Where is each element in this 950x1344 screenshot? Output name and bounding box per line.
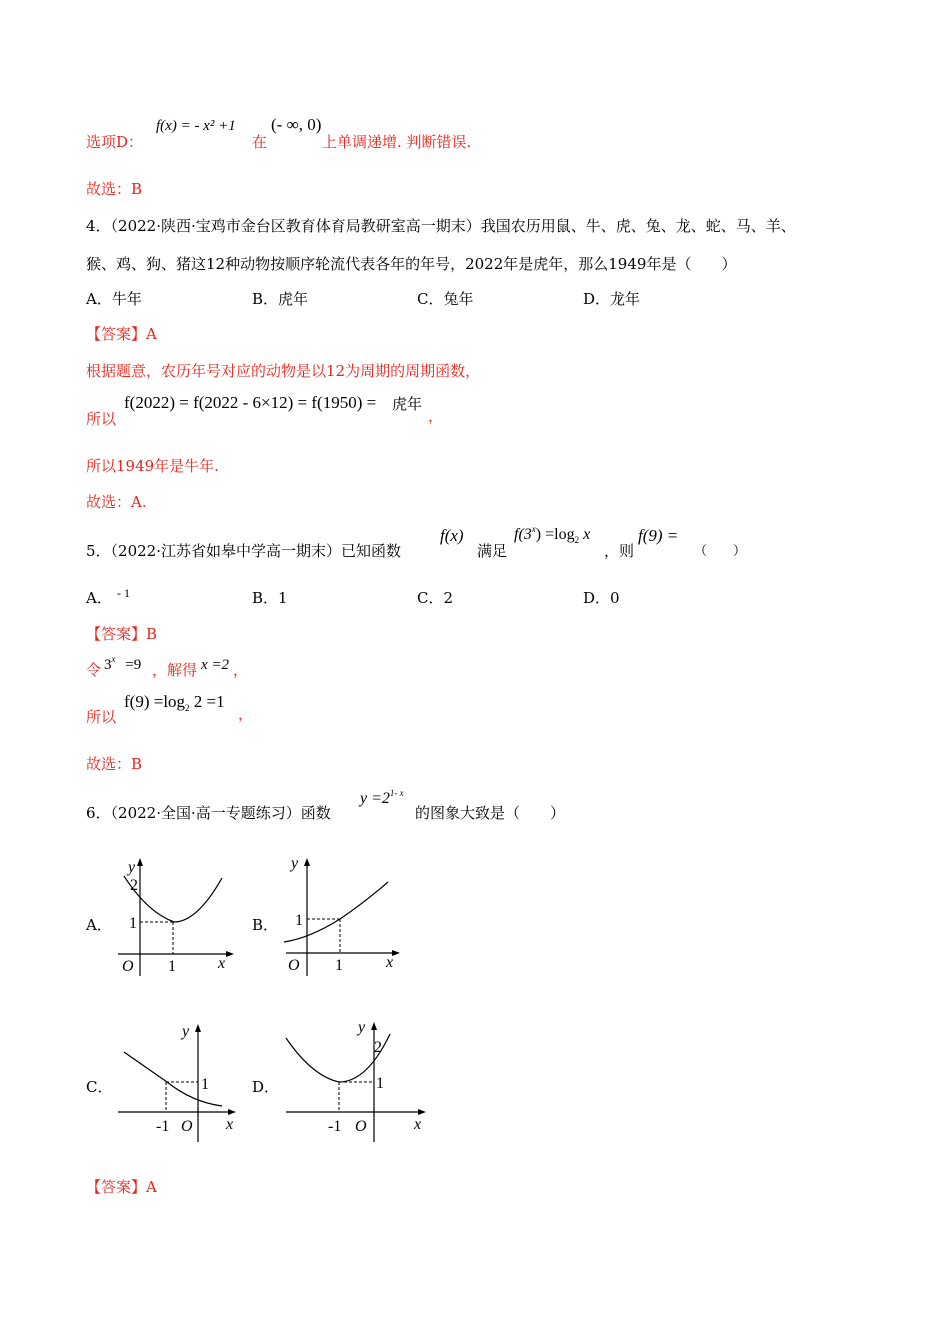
q5-step1-sup: x <box>111 654 116 664</box>
q5-stem-mid: 满足 <box>477 542 508 560</box>
q5-step1-prefix: 令 <box>86 661 102 679</box>
q5-conclusion: 故选：B <box>86 755 143 773</box>
q5-step2-expr <box>124 692 225 712</box>
graph-a-two: 2 <box>130 877 138 894</box>
d-option-word-in: 在 <box>252 133 268 151</box>
q5-option-b: B．1 <box>252 589 288 607</box>
q5-stem-condition <box>514 526 590 544</box>
q4-stem-line2: 猴、鸡、狗、猪这12种动物按顺序轮流代表各年的年号，2022年是虎年，那么1949年是（ ） <box>86 255 737 273</box>
graph-b-y-label: y <box>291 855 299 872</box>
d-option-interval: (- ∞, 0) <box>271 115 322 134</box>
graph-d-x-label: x <box>414 1116 422 1133</box>
q4-stem-line1: 4．（2022·陕西·宝鸡市金台区教育体育局教研室高一期末）我国农历用鼠、牛、虎、兔、龙、蛇、马、羊、 <box>86 217 796 235</box>
q6-option-d-label: D． <box>252 1078 280 1096</box>
q4-option-a: A．牛年 <box>86 290 142 308</box>
q6-answer: 【答案】A <box>86 1178 157 1196</box>
graph-a-x-label: x <box>218 955 226 972</box>
graph-c <box>112 1018 252 1148</box>
q5-step2-sub: 2 <box>185 703 190 713</box>
q5-cond-f: f(3 <box>514 526 532 543</box>
q6-option-c-label: C． <box>86 1078 113 1096</box>
q4-explain-2-prefix: 所以 <box>86 410 117 428</box>
graph-c-one: 1 <box>201 1076 209 1093</box>
q5-answer: 【答案】B <box>86 625 158 643</box>
q4-explain-2-formula: f(2022) = f(2022 - 6×12) = f(1950) = <box>124 393 377 412</box>
graph-a-x-one: 1 <box>168 958 176 975</box>
q4-option-c: C．兔年 <box>417 290 474 308</box>
graph-b-origin: O <box>288 957 300 974</box>
q5-cond-sup: x <box>531 524 536 534</box>
graph-c-x-label: x <box>226 1116 234 1133</box>
graph-b-x-label: x <box>386 954 394 971</box>
q5-stem-paren: （ ） <box>694 544 747 559</box>
graph-c-origin: O <box>181 1118 193 1135</box>
q5-step1-tail: ， <box>233 661 249 679</box>
q4-explain-2-word: 虎年 <box>392 395 423 413</box>
q5-stem-ask: f(9) = <box>638 526 679 545</box>
q5-step1-base: 3 <box>104 657 112 673</box>
graph-a <box>112 852 252 982</box>
q5-step1-mid: ，解得 <box>152 661 198 679</box>
q5-step1-eq: =9 <box>125 657 142 673</box>
q4-explain-2-tail: ， <box>428 407 444 425</box>
graph-b-one: 1 <box>295 912 303 929</box>
q4-explain-1: 根据题意，农历年号对应的动物是以12为周期的周期函数， <box>86 362 481 380</box>
q6-func-sup: 1- x <box>389 788 404 798</box>
q4-explain-3: 所以1949年是牛年. <box>86 457 219 475</box>
graph-d-one: 1 <box>376 1075 384 1092</box>
graph-c-neg-one: -1 <box>156 1118 170 1135</box>
d-option-tail: 上单调递增. 判断错误. <box>322 133 472 151</box>
q5-option-a-value: - 1 <box>117 586 130 600</box>
graph-a-y-label: y <box>128 859 136 876</box>
graph-c-y-label: y <box>182 1023 190 1040</box>
q5-step1-expr <box>104 654 142 674</box>
graph-b-x-one: 1 <box>335 957 343 974</box>
q5-step1-x: x =2 <box>201 657 230 673</box>
q5-option-c: C．2 <box>417 589 454 607</box>
q3-conclusion: 故选：B <box>86 180 143 198</box>
q5-step2-formula: f(9) =log <box>124 692 186 711</box>
q5-step2-rest: 2 =1 <box>193 692 225 711</box>
d-option-label: 选项D： <box>86 133 144 151</box>
q4-option-d: D．龙年 <box>583 290 641 308</box>
q6-option-b-label: B． <box>252 916 279 934</box>
q6-func-y: y =2 <box>360 790 390 807</box>
graph-d-neg-one: -1 <box>328 1118 342 1135</box>
q5-step2-prefix: 所以 <box>86 708 117 726</box>
graph-d-y-label: y <box>358 1019 366 1036</box>
graph-d-origin: O <box>355 1118 367 1135</box>
q5-cond-rest: ) =log <box>535 526 575 543</box>
q4-option-b: B．虎年 <box>252 290 309 308</box>
q6-stem-tail: 的图象大致是（ ） <box>415 804 566 822</box>
q5-cond-sub: 2 <box>574 535 580 545</box>
q4-answer: 【答案】A <box>86 325 157 343</box>
graph-a-origin: O <box>122 958 134 975</box>
graph-a-one: 1 <box>129 915 137 932</box>
graph-b <box>280 852 420 982</box>
q6-func <box>360 790 404 808</box>
d-option-formula: f(x) = - x² +1 <box>156 118 236 134</box>
q4-conclusion: 故选：A. <box>86 493 147 511</box>
q6-option-a-label: A． <box>86 916 112 934</box>
q5-option-d: D．0 <box>583 589 620 607</box>
q5-option-a: A． <box>86 589 112 607</box>
q5-stem-fx: f(x) <box>440 526 464 545</box>
graph-d-two: 2 <box>374 1039 382 1056</box>
graph-d <box>282 1016 432 1146</box>
q5-stem-then: ，则 <box>604 542 635 560</box>
q5-cond-x: x <box>583 526 591 543</box>
q5-stem-prefix: 5．（2022·江苏省如皋中学高一期末）已知函数 <box>86 542 401 560</box>
q5-step2-tail: ， <box>238 705 254 723</box>
q6-stem-prefix: 6．（2022·全国·高一专题练习）函数 <box>86 804 331 822</box>
